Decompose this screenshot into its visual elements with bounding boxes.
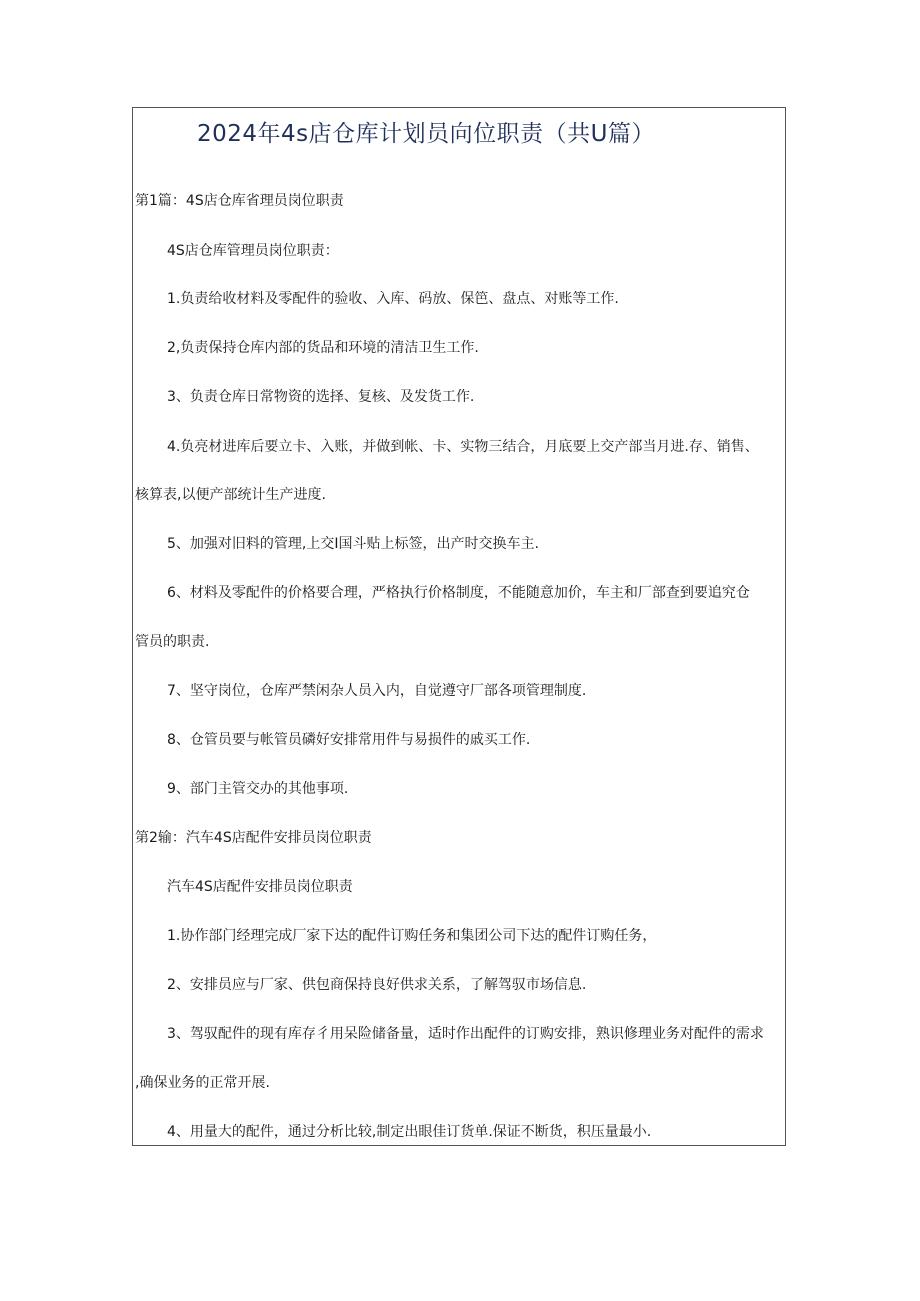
paragraph: 4、用量大的配件，通过分析比较,制定出眼佳订货单.保证不断货，积压量最小.: [167, 1124, 652, 1140]
paragraph: 4S店仓库管理员岗位职责：: [167, 243, 339, 259]
paragraph: 3、驾驭配件的现有库存彳用呆险储备量，适时作出配件的订购安排，熟识修理业务对配件的需求: [167, 1026, 764, 1042]
paragraph: 5、加强对旧料的管理,上交I国斗贴上标签，出产时交换车主.: [167, 536, 539, 552]
paragraph: 3、负责仓库日常物资的选择、复核、及发货工作.: [167, 389, 475, 405]
paragraph: 1.负责给收材料及零配件的验收、入库、码放、保笆、盘点、对账等工作.: [167, 291, 619, 307]
paragraph: 汽车4S店配件安排员岗位职责: [167, 879, 353, 895]
paragraph: 7、坚守岗位，仓库严禁闲杂人员入内，自觉遵守厂部各项管理制度.: [167, 683, 587, 699]
paragraph-continuation: 管员的职责.: [135, 634, 210, 650]
paragraph: 2、安排员应与厂家、供包商保持良好供求关系，了解驾驭市场信息.: [167, 977, 587, 993]
section-heading-1: 第1篇：4S店仓库省理员岗位职责: [135, 193, 344, 209]
paragraph: 4.负亮材进库后要立卡、入账，并做到帐、卡、实物三结合，月底要上交产部当月进.存、销售、: [167, 439, 759, 455]
paragraph: 1.协作部门经理完成厂家下达的配件订购任务和集团公司下达的配件订购任务，: [167, 928, 657, 944]
paragraph: 8、仓管员要与帐管员磷好安排常用件与易损件的戚买工作.: [167, 732, 531, 748]
paragraph-continuation: 核算表,以便产部统计生产进度.: [135, 487, 326, 503]
paragraph: 2,负责保持仓库内部的货品和环境的清洁卫生工作.: [167, 340, 479, 356]
paragraph-continuation: ,确保业务的正常开展.: [135, 1075, 270, 1091]
document-title: 2024年4s店仓库计划员向位职责（共U篇）: [197, 121, 655, 147]
document-frame: [132, 107, 786, 1146]
paragraph: 9、部门主管交办的其他事项.: [167, 781, 349, 797]
paragraph: 6、材料及零配件的价格要合理，严格执行价格制度，不能随意加价，车主和厂部查到要追究仓: [167, 585, 750, 601]
section-heading-2: 第2输：汽车4S店配件安排员岗位职责: [135, 830, 372, 846]
